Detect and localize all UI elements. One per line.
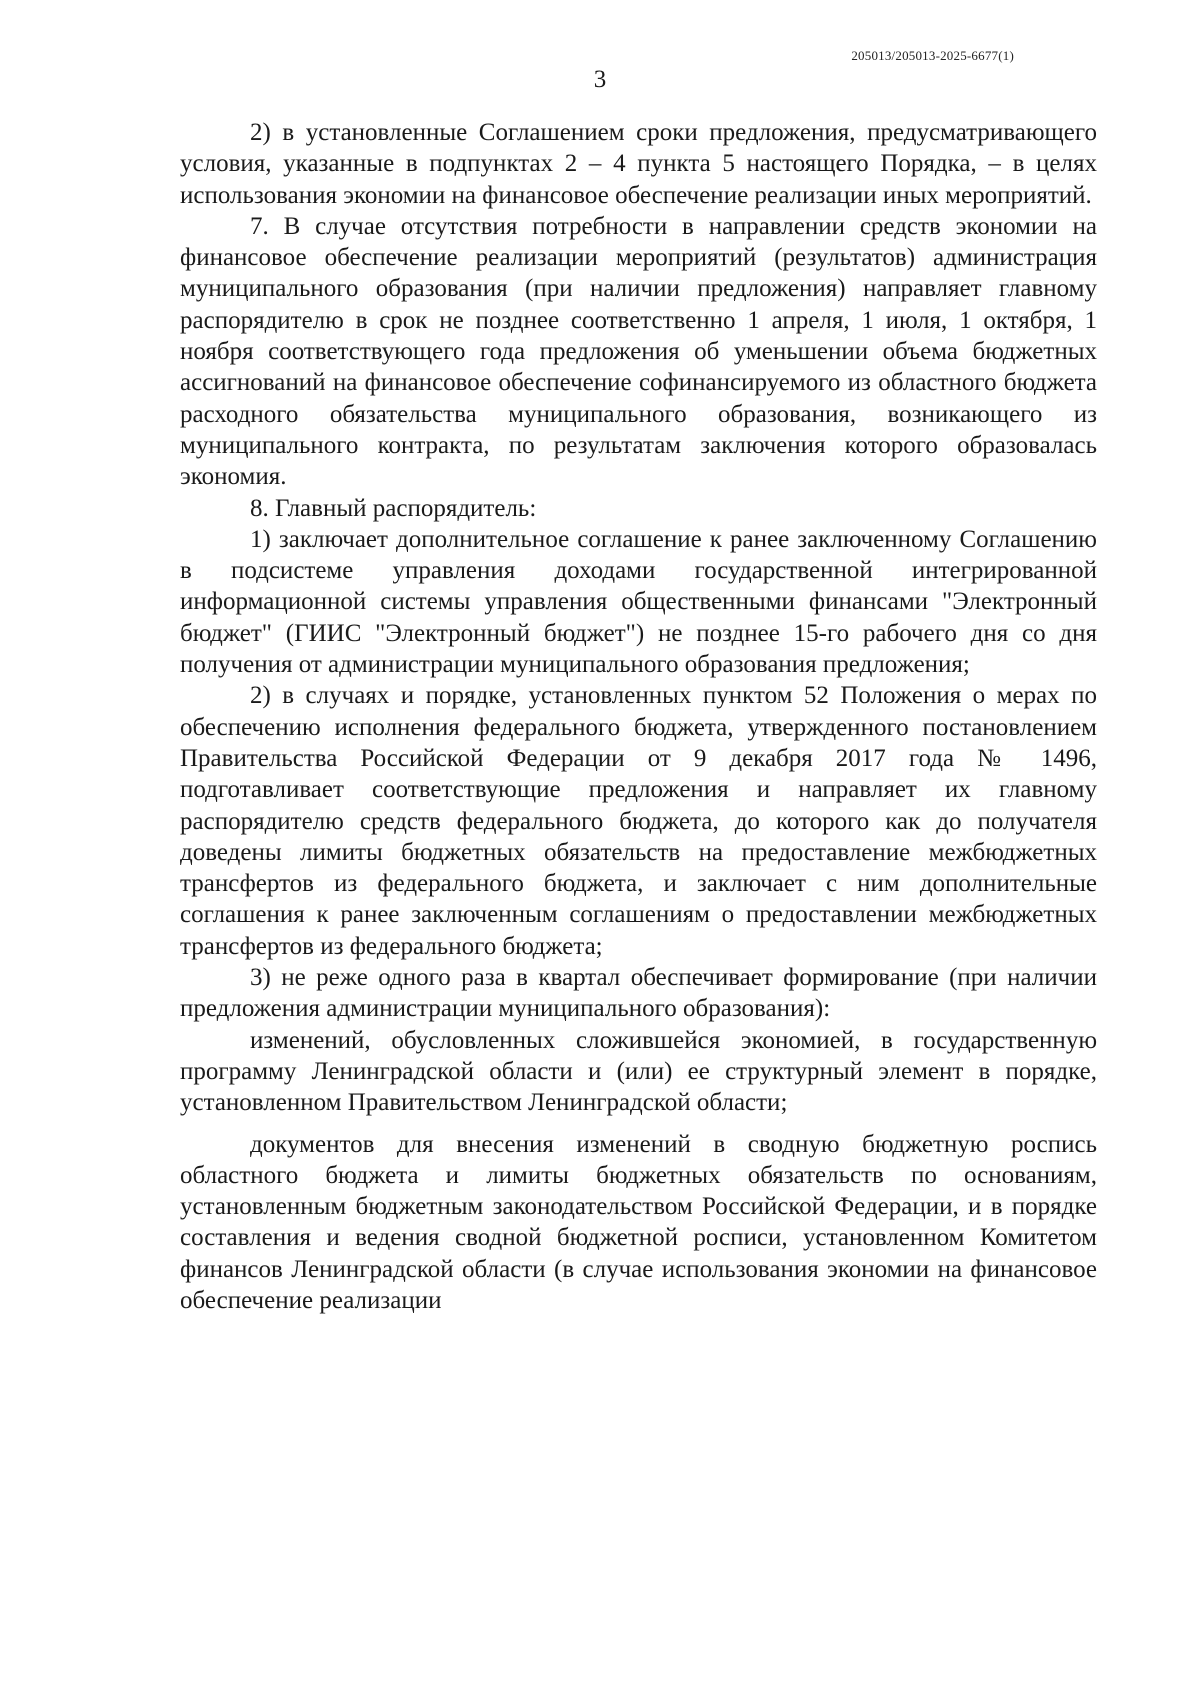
- page-number: 3: [593, 66, 607, 93]
- paragraph-6-2: 2) в установленные Соглашением сроки предложения, предусматривающего условия, указанные в подпунктах 2 – 4 пункта 5 настоящего Порядка, – в целях использования экономии на финансовое обеспечение реализации иных мероприятий.: [180, 119, 1097, 209]
- paragraph-8-3-changes: изменений, обусловленных сложившейся экономией, в государственную программу Ленинградской области и (или) ее структурный элемент в порядке, установленном Правительством Ленинградской области;: [180, 1026, 1097, 1117]
- paragraph-8-2: 2) в случаях и порядке, установленных пунктом 52 Положения о мерах по обеспечению исполнения федерального бюджета, утвержденного постановлением Правительства Российской Федерации от 9 декабря 2017 года № 1496, подготавливает соответствующие предложения и направляет их главному распорядителю средств федерального бюджета, до которого как до получателя доведены лимиты бюджетных обязательств на предоставление межбюджетных трансфертов из федерального бюджета, и заключает с ним дополнительные соглашения к ранее заключенным соглашениям о предоставлении межбюджетных трансфертов из федерального бюджета;: [180, 682, 1097, 960]
- paragraph-7: 7. В случае отсутствия потребности в направлении средств экономии на финансовое обеспечение реализации мероприятий (результатов) администрация муниципального образования (при наличии предложения) направляет главному распорядителю в срок не позднее соответственно 1 апреля, 1 июля, 1 октября, 1 ноября соответствующего года предложения об уменьшении объема бюджетных ассигнований на финансовое обеспечение софинансируемого из областного бюджета расходного обязательства муниципального образования, возникающего из муниципального контракта, по результатам заключения которого образовалась экономия.: [180, 212, 1097, 491]
- paragraph-8-1: 1) заключает дополнительное соглашение к ранее заключенному Соглашению в подсистеме управления доходами государственной интегрированной информационной системы управления общественными финансами "Электронный бюджет" (ГИИС "Электронный бюджет") не позднее 15-го рабочего дня со дня получения от администрации муниципального образования предложения;: [180, 525, 1097, 679]
- document-id: 205013/205013-2025-6677(1): [851, 48, 1014, 63]
- paragraph-8-3-documents: документов для внесения изменений в сводную бюджетную роспись областного бюджета и лимиты бюджетных обязательств по основаниям, установленным бюджетным законодательством Российской Федерации, и в порядке составления и ведения сводной бюджетной росписи, установленном Комитетом финансов Ленинградской области (в случае использования экономии на финансовое обеспечение реализации: [180, 1130, 1097, 1314]
- document-body: [180, 117, 1097, 1316]
- paragraph-8-3: 3) не реже одного раза в квартал обеспечивает формирование (при наличии предложения администрации муниципального образования):: [180, 964, 1097, 1023]
- paragraph-8: 8. Главный распорядитель:: [250, 494, 537, 522]
